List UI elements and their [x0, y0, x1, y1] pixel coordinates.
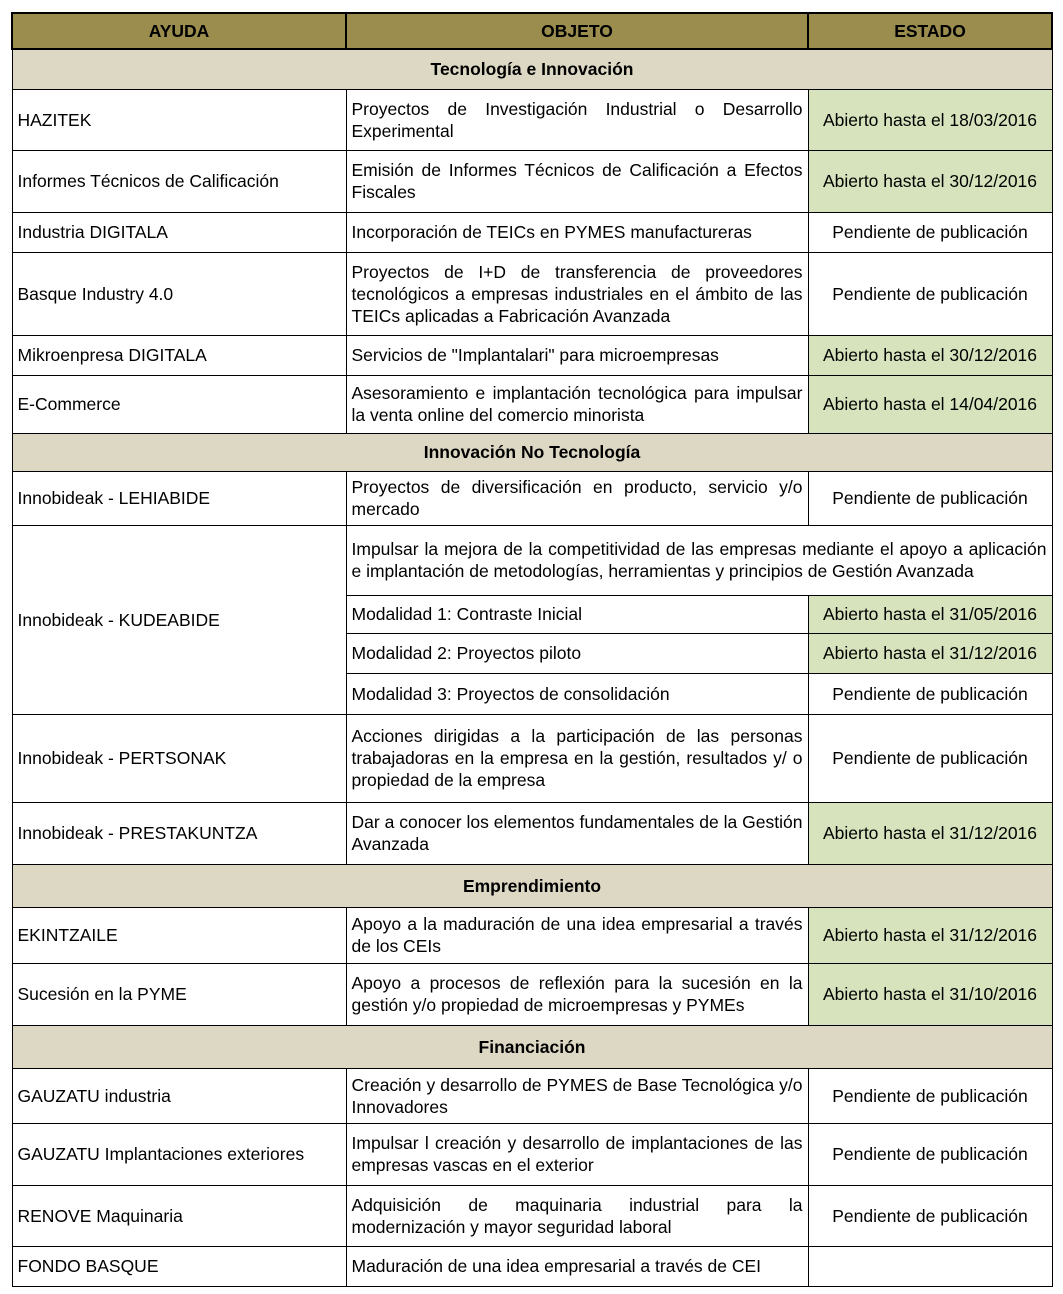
table-row — [12, 89, 1052, 150]
table-row — [12, 907, 1052, 963]
table-row — [12, 802, 1052, 864]
table-row — [12, 252, 1052, 335]
estado-cell: Abierto hasta el 31/12/2016 — [808, 907, 1052, 963]
section-title: Emprendimiento — [12, 864, 1052, 907]
ayudas-table — [11, 12, 1053, 1287]
ayuda-cell: Innobideak - LEHIABIDE — [12, 471, 346, 525]
header-objeto: OBJETO — [346, 13, 808, 49]
objeto-cell: Dar a conocer los elementos fundamentales de la Gestión Avanzada — [346, 802, 808, 864]
estado-cell: Abierto hasta el 30/12/2016 — [808, 150, 1052, 212]
table-row — [12, 963, 1052, 1025]
table-row — [12, 471, 1052, 525]
estado-cell: Abierto hasta el 14/04/2016 — [808, 375, 1052, 433]
table-row — [12, 150, 1052, 212]
ayuda-cell: Innobideak - KUDEABIDE — [12, 525, 346, 714]
ayuda-cell: Innobideak - PRESTAKUNTZA — [12, 802, 346, 864]
table-row — [12, 212, 1052, 252]
objeto-cell: Maduración de una idea empresarial a través de CEI — [346, 1246, 808, 1286]
objeto-cell: Apoyo a la maduración de una idea empresarial a través de los CEIs — [346, 907, 808, 963]
ayuda-cell: Sucesión en la PYME — [12, 963, 346, 1025]
ayuda-cell: Industria DIGITALA — [12, 212, 346, 252]
ayuda-cell: EKINTZAILE — [12, 907, 346, 963]
section-row — [12, 864, 1052, 907]
ayuda-cell: RENOVE Maquinaria — [12, 1185, 346, 1246]
ayuda-cell: GAUZATU industria — [12, 1068, 346, 1123]
estado-cell: Pendiente de publicación — [808, 252, 1052, 335]
estado-cell: Abierto hasta el 18/03/2016 — [808, 89, 1052, 150]
objeto-cell: Incorporación de TEICs en PYMES manufactureras — [346, 212, 808, 252]
estado-cell: Pendiente de publicación — [808, 673, 1052, 714]
table-row — [12, 1246, 1052, 1286]
table-row — [12, 1185, 1052, 1246]
section-title: Innovación No Tecnología — [12, 433, 1052, 471]
modalidad-cell: Modalidad 3: Proyectos de consolidación — [346, 673, 808, 714]
estado-cell: Pendiente de publicación — [808, 714, 1052, 802]
objeto-cell: Impulsar l creación y desarrollo de implantaciones de las empresas vascas en el exterior — [346, 1123, 808, 1185]
section-title: Tecnología e Innovación — [12, 49, 1052, 89]
section-row — [12, 49, 1052, 89]
section-row — [12, 433, 1052, 471]
objeto-cell: Proyectos de I+D de transferencia de proveedores tecnológicos a empresas industriales en el ámbito de las TEICs aplicadas a Fabricación Avanzada — [346, 252, 808, 335]
estado-cell: Abierto hasta el 31/05/2016 — [808, 595, 1052, 633]
table-row — [12, 1068, 1052, 1123]
objeto-cell: Creación y desarrollo de PYMES de Base Tecnológica y/o Innovadores — [346, 1068, 808, 1123]
estado-cell: Pendiente de publicación — [808, 1185, 1052, 1246]
ayuda-cell: FONDO BASQUE — [12, 1246, 346, 1286]
header-row — [12, 13, 1052, 49]
estado-cell — [808, 1246, 1052, 1286]
modalidad-cell: Modalidad 1: Contraste Inicial — [346, 595, 808, 633]
objeto-cell: Proyectos de diversificación en producto, servicio y/o mercado — [346, 471, 808, 525]
ayuda-cell: Mikroenpresa DIGITALA — [12, 335, 346, 375]
estado-cell: Pendiente de publicación — [808, 212, 1052, 252]
ayuda-cell: GAUZATU Implantaciones exteriores — [12, 1123, 346, 1185]
table-row — [12, 714, 1052, 802]
estado-cell: Pendiente de publicación — [808, 1068, 1052, 1123]
objeto-cell: Acciones dirigidas a la participación de las personas trabajadoras en la empresa en la gestión, resultados y/ o propiedad de la empresa — [346, 714, 808, 802]
table-row — [12, 1123, 1052, 1185]
ayuda-cell: Basque Industry 4.0 — [12, 252, 346, 335]
estado-cell: Pendiente de publicación — [808, 1123, 1052, 1185]
ayuda-cell: HAZITEK — [12, 89, 346, 150]
objeto-cell: Adquisición de maquinaria industrial para la modernización y mayor seguridad laboral — [346, 1185, 808, 1246]
section-row — [12, 1025, 1052, 1068]
objeto-cell: Asesoramiento e implantación tecnológica para impulsar la venta online del comercio minorista — [346, 375, 808, 433]
header-estado: ESTADO — [808, 13, 1052, 49]
objeto-cell: Proyectos de Investigación Industrial o Desarrollo Experimental — [346, 89, 808, 150]
objeto-cell: Emisión de Informes Técnicos de Calificación a Efectos Fiscales — [346, 150, 808, 212]
objeto-cell: Apoyo a procesos de reflexión para la sucesión en la gestión y/o propiedad de microempresas y PYMEs — [346, 963, 808, 1025]
estado-cell: Abierto hasta el 30/12/2016 — [808, 335, 1052, 375]
objeto-cell: Impulsar la mejora de la competitividad de las empresas mediante el apoyo a aplicación e implantación de metodologías, herramientas y principios de Gestión Avanzada — [346, 525, 1052, 595]
table-row — [12, 375, 1052, 433]
estado-cell: Abierto hasta el 31/12/2016 — [808, 802, 1052, 864]
header-ayuda: AYUDA — [12, 13, 346, 49]
section-title: Financiación — [12, 1025, 1052, 1068]
table-row — [12, 335, 1052, 375]
modalidad-cell: Modalidad 2: Proyectos piloto — [346, 633, 808, 673]
estado-cell: Abierto hasta el 31/12/2016 — [808, 633, 1052, 673]
estado-cell: Pendiente de publicación — [808, 471, 1052, 525]
estado-cell: Abierto hasta el 31/10/2016 — [808, 963, 1052, 1025]
ayuda-cell: E-Commerce — [12, 375, 346, 433]
objeto-cell: Servicios de "Implantalari" para microempresas — [346, 335, 808, 375]
ayuda-cell: Informes Técnicos de Calificación — [12, 150, 346, 212]
ayuda-cell: Innobideak - PERTSONAK — [12, 714, 346, 802]
table-row — [12, 525, 1052, 595]
